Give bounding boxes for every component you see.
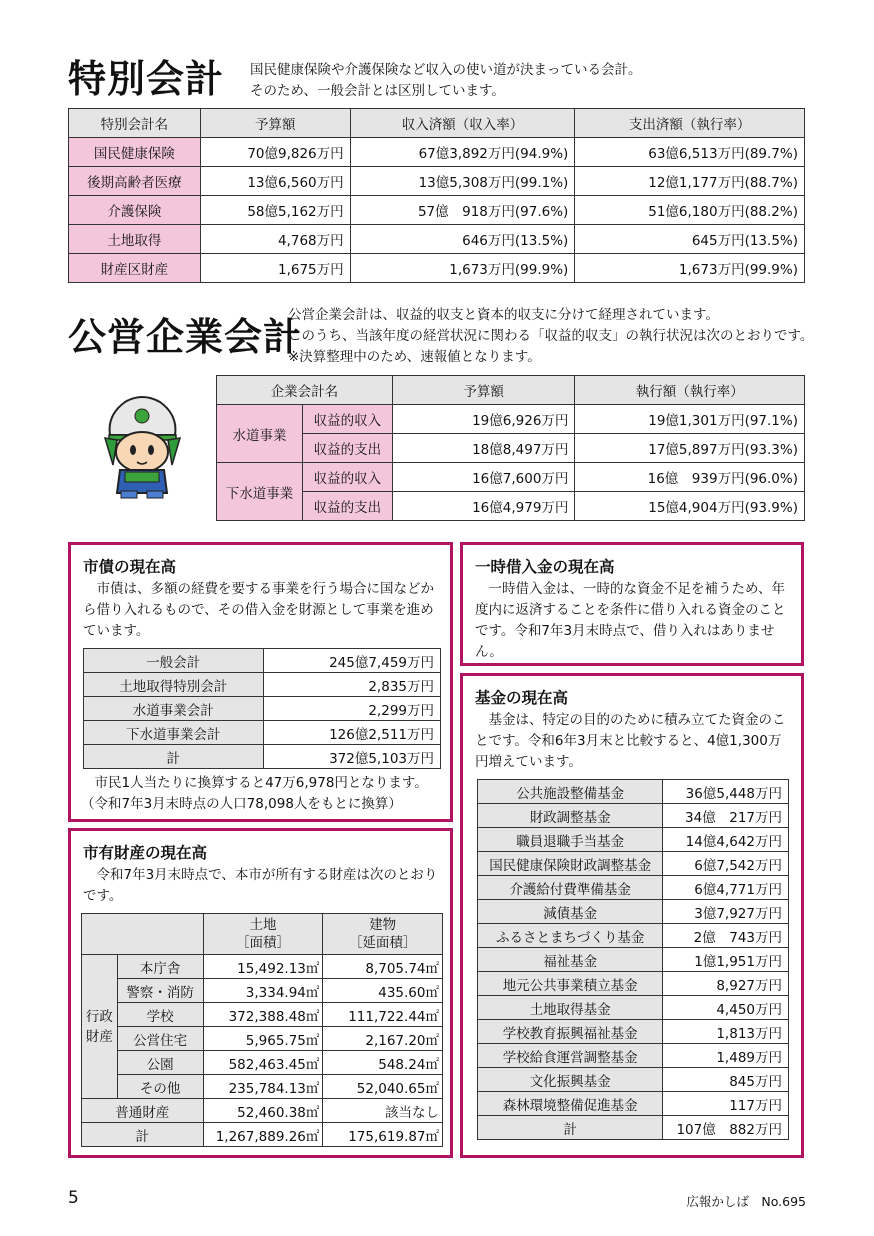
table-row <box>478 1092 789 1116</box>
table-row <box>478 1020 789 1044</box>
building-value: 該当なし <box>323 1099 443 1123</box>
property-header-blank <box>82 914 204 955</box>
building-value: 2,167.20㎡ <box>323 1027 443 1051</box>
fund-value: 3億7,927万円 <box>663 900 789 924</box>
table-row <box>69 138 805 167</box>
budget-cell: 16億4,979万円 <box>392 492 575 521</box>
property-text: 令和7年3月末時点で、本市が所有する財産は次のとおりです。 <box>83 867 438 904</box>
building-value: 111,722.44㎡ <box>323 1003 443 1027</box>
land-value: 1,267,889.26㎡ <box>203 1123 323 1147</box>
income-cell: 67億3,892万円(94.9%) <box>350 138 575 167</box>
property-header-building <box>323 914 443 955</box>
bond-label: 一般会計 <box>84 649 264 673</box>
fund-label: 土地取得基金 <box>478 996 663 1020</box>
building-value: 435.60㎡ <box>323 979 443 1003</box>
fund-label: 学校給食運営調整基金 <box>478 1044 663 1068</box>
table-row <box>478 1116 789 1140</box>
account-name: 介護保険 <box>69 196 201 225</box>
fund-value: 107億 882万円 <box>663 1116 789 1140</box>
budget-cell: 4,768万円 <box>200 225 350 254</box>
expense-cell: 1,673万円(99.9%) <box>575 254 805 283</box>
table-row <box>217 463 805 492</box>
special-header-expense: 支出済額（執行率） <box>575 109 805 138</box>
fund-label: 財政調整基金 <box>478 804 663 828</box>
property-header-land <box>203 914 323 955</box>
public-header-name: 企業会計名 <box>217 376 393 405</box>
fund-label: 福祉基金 <box>478 948 663 972</box>
table-row <box>84 673 441 697</box>
table-row <box>478 900 789 924</box>
publication-name: 広報かしば No.695 <box>686 1194 806 1209</box>
fund-label: 減債基金 <box>478 900 663 924</box>
page-number: 5 <box>68 1188 79 1208</box>
property-label: 学校 <box>117 1003 203 1027</box>
land-value: 582,463.45㎡ <box>203 1051 323 1075</box>
property-label: 公園 <box>117 1051 203 1075</box>
public-desc-line3: ※決算整理中のため、速報値となります。 <box>288 349 541 365</box>
fund-label: 地元公共事業積立基金 <box>478 972 663 996</box>
table-row <box>478 804 789 828</box>
expense-cell: 12億1,177万円(88.7%) <box>575 167 805 196</box>
item-label: 収益的収入 <box>302 463 392 492</box>
property-label: 公営住宅 <box>117 1027 203 1051</box>
special-header-row <box>69 109 805 138</box>
public-header-exec: 執行額（執行率） <box>575 376 805 405</box>
public-table <box>216 375 805 521</box>
table-row <box>82 1027 443 1051</box>
bond-label: 土地取得特別会計 <box>84 673 264 697</box>
table-row <box>82 1123 443 1147</box>
bond-value: 372億5,103万円 <box>263 745 441 769</box>
bond-label: 下水道事業会計 <box>84 721 264 745</box>
table-row <box>478 828 789 852</box>
table-row <box>69 196 805 225</box>
table-row <box>69 225 805 254</box>
fund-value: 34億 217万円 <box>663 804 789 828</box>
bond-label: 水道事業会計 <box>84 697 264 721</box>
fund-label: 公共施設整備基金 <box>478 780 663 804</box>
bond-value: 245億7,459万円 <box>263 649 441 673</box>
account-name: 土地取得 <box>69 225 201 254</box>
exec-cell: 19億1,301万円(97.1%) <box>575 405 805 434</box>
public-header-row <box>217 376 805 405</box>
special-table <box>68 108 805 283</box>
account-name: 国民健康保険 <box>69 138 201 167</box>
fund-label: 計 <box>478 1116 663 1140</box>
water-label: 水道事業 <box>217 405 303 463</box>
table-row <box>478 1044 789 1068</box>
table-row <box>478 1068 789 1092</box>
fund-value: 117万円 <box>663 1092 789 1116</box>
mascot-illustration <box>95 390 190 500</box>
income-cell: 1,673万円(99.9%) <box>350 254 575 283</box>
property-label: 警察・消防 <box>117 979 203 1003</box>
property-box <box>68 828 453 1158</box>
bond-value: 126億2,511万円 <box>263 721 441 745</box>
temp-box <box>460 542 804 666</box>
property-label: その他 <box>117 1075 203 1099</box>
table-row <box>82 1003 443 1027</box>
land-value: 372,388.48㎡ <box>203 1003 323 1027</box>
income-cell: 13億5,308万円(99.1%) <box>350 167 575 196</box>
special-desc-line1: 国民健康保険や介護保険など収入の使い道が決まっている会計。 <box>250 62 642 78</box>
table-row <box>69 254 805 283</box>
bond-label: 計 <box>84 745 264 769</box>
table-row <box>478 924 789 948</box>
account-name: 財産区財産 <box>69 254 201 283</box>
property-label: 計 <box>82 1123 204 1147</box>
budget-cell: 16億7,600万円 <box>392 463 575 492</box>
bond-value: 2,299万円 <box>263 697 441 721</box>
table-row <box>478 876 789 900</box>
public-header-budget: 予算額 <box>392 376 575 405</box>
fund-value: 845万円 <box>663 1068 789 1092</box>
special-header-name: 特別会計名 <box>69 109 201 138</box>
table-row <box>478 972 789 996</box>
fund-label: 文化振興基金 <box>478 1068 663 1092</box>
public-desc-line1: 公営企業会計は、収益的収支と資本的収支に分けて経理されています。 <box>288 307 719 323</box>
fund-value: 1,813万円 <box>663 1020 789 1044</box>
land-value: 52,460.38㎡ <box>203 1099 323 1123</box>
bond-note1: 市民1人当たりに換算すると47万6,978円となります。 <box>81 775 428 791</box>
fund-label: 職員退職手当基金 <box>478 828 663 852</box>
budget-cell: 19億6,926万円 <box>392 405 575 434</box>
table-row <box>82 979 443 1003</box>
property-title: 市有財産の現在高 <box>83 844 208 862</box>
budget-cell: 70億9,826万円 <box>200 138 350 167</box>
fund-table <box>477 779 789 1140</box>
special-desc-line2: そのため、一般会計とは区別しています。 <box>250 83 505 99</box>
fund-label: 国民健康保険財政調整基金 <box>478 852 663 876</box>
special-header-budget: 予算額 <box>200 109 350 138</box>
special-desc <box>250 60 642 102</box>
land-value: 3,334.94㎡ <box>203 979 323 1003</box>
land-value: 15,492.13㎡ <box>203 955 323 979</box>
table-row <box>84 697 441 721</box>
special-header-income: 収入済額（収入率） <box>350 109 575 138</box>
fund-label: 森林環境整備促進基金 <box>478 1092 663 1116</box>
property-header-row <box>82 914 443 955</box>
fund-value: 2億 743万円 <box>663 924 789 948</box>
fund-title: 基金の現在高 <box>475 689 569 707</box>
fund-value: 8,927万円 <box>663 972 789 996</box>
property-table <box>81 913 443 1147</box>
public-desc-line2: このうち、当該年度の経営状況に関わる「収益的収支」の執行状況は次のとおりです。 <box>288 328 814 344</box>
temp-title: 一時借入金の現在高 <box>475 558 615 576</box>
item-label: 収益的支出 <box>302 434 392 463</box>
public-desc <box>288 305 813 368</box>
property-label: 本庁舎 <box>117 955 203 979</box>
fund-value: 36億5,448万円 <box>663 780 789 804</box>
exec-cell: 15億4,904万円(93.9%) <box>575 492 805 521</box>
property-label: 普通財産 <box>82 1099 204 1123</box>
building-value: 8,705.74㎡ <box>323 955 443 979</box>
income-cell: 57億 918万円(97.6%) <box>350 196 575 225</box>
temp-text: 一時借入金は、一時的な資金不足を補うため、年度内に返済することを条件に借り入れる資金のことです。令和7年3月末時点で、借り入れはありません。 <box>475 581 786 660</box>
table-row <box>217 492 805 521</box>
building-value: 175,619.87㎡ <box>323 1123 443 1147</box>
expense-cell: 645万円(13.5%) <box>575 225 805 254</box>
property-group: 行政財産 <box>82 955 118 1099</box>
item-label: 収益的支出 <box>302 492 392 521</box>
table-row <box>82 1051 443 1075</box>
building-label: 建物 <box>369 917 397 933</box>
bond-note2: （令和7年3月末時点の人口78,098人をもとに換算） <box>81 796 402 812</box>
sewer-label: 下水道事業 <box>217 463 303 521</box>
fund-value: 6億7,542万円 <box>663 852 789 876</box>
land-value: 5,965.75㎡ <box>203 1027 323 1051</box>
fund-box <box>460 673 804 1158</box>
table-row <box>217 434 805 463</box>
fund-label: ふるさとまちづくり基金 <box>478 924 663 948</box>
expense-cell: 51億6,180万円(88.2%) <box>575 196 805 225</box>
land-label: 土地 <box>249 917 277 933</box>
building-unit: ［延面積］ <box>348 935 417 951</box>
budget-cell: 18億8,497万円 <box>392 434 575 463</box>
table-row <box>478 996 789 1020</box>
fund-value: 1,489万円 <box>663 1044 789 1068</box>
table-row <box>82 955 443 979</box>
exec-cell: 16億 939万円(96.0%) <box>575 463 805 492</box>
special-title: 特別会計 <box>68 57 225 101</box>
table-row <box>478 948 789 972</box>
fund-label: 学校教育振興福祉基金 <box>478 1020 663 1044</box>
expense-cell: 63億6,513万円(89.7%) <box>575 138 805 167</box>
fund-text: 基金は、特定の目的のために積み立てた資金のことです。令和6年3月末と比較すると、4億1,300万円増えています。 <box>475 712 786 770</box>
land-value: 235,784.13㎡ <box>203 1075 323 1099</box>
table-row <box>82 1075 443 1099</box>
bond-title: 市債の現在高 <box>83 558 177 576</box>
public-title: 公営企業会計 <box>68 315 303 359</box>
table-row <box>84 649 441 673</box>
table-row <box>82 1099 443 1123</box>
budget-cell: 1,675万円 <box>200 254 350 283</box>
fund-value: 4,450万円 <box>663 996 789 1020</box>
fund-value: 1億1,951万円 <box>663 948 789 972</box>
table-row <box>217 405 805 434</box>
budget-cell: 58億5,162万円 <box>200 196 350 225</box>
land-unit: ［面積］ <box>235 935 290 951</box>
bond-box <box>68 542 453 822</box>
table-row <box>69 167 805 196</box>
item-label: 収益的収入 <box>302 405 392 434</box>
bond-table <box>83 648 441 769</box>
table-row <box>478 780 789 804</box>
bond-value: 2,835万円 <box>263 673 441 697</box>
fund-label: 介護給付費準備基金 <box>478 876 663 900</box>
fund-value: 14億4,642万円 <box>663 828 789 852</box>
building-value: 548.24㎡ <box>323 1051 443 1075</box>
building-value: 52,040.65㎡ <box>323 1075 443 1099</box>
account-name: 後期高齢者医療 <box>69 167 201 196</box>
income-cell: 646万円(13.5%) <box>350 225 575 254</box>
table-row <box>84 745 441 769</box>
exec-cell: 17億5,897万円(93.3%) <box>575 434 805 463</box>
table-row <box>84 721 441 745</box>
table-row <box>478 852 789 876</box>
fund-value: 6億4,771万円 <box>663 876 789 900</box>
bond-text: 市債は、多額の経費を要する事業を行う場合に国などから借り入れるもので、その借入金を財源として事業を進めています。 <box>83 581 434 639</box>
budget-cell: 13億6,560万円 <box>200 167 350 196</box>
